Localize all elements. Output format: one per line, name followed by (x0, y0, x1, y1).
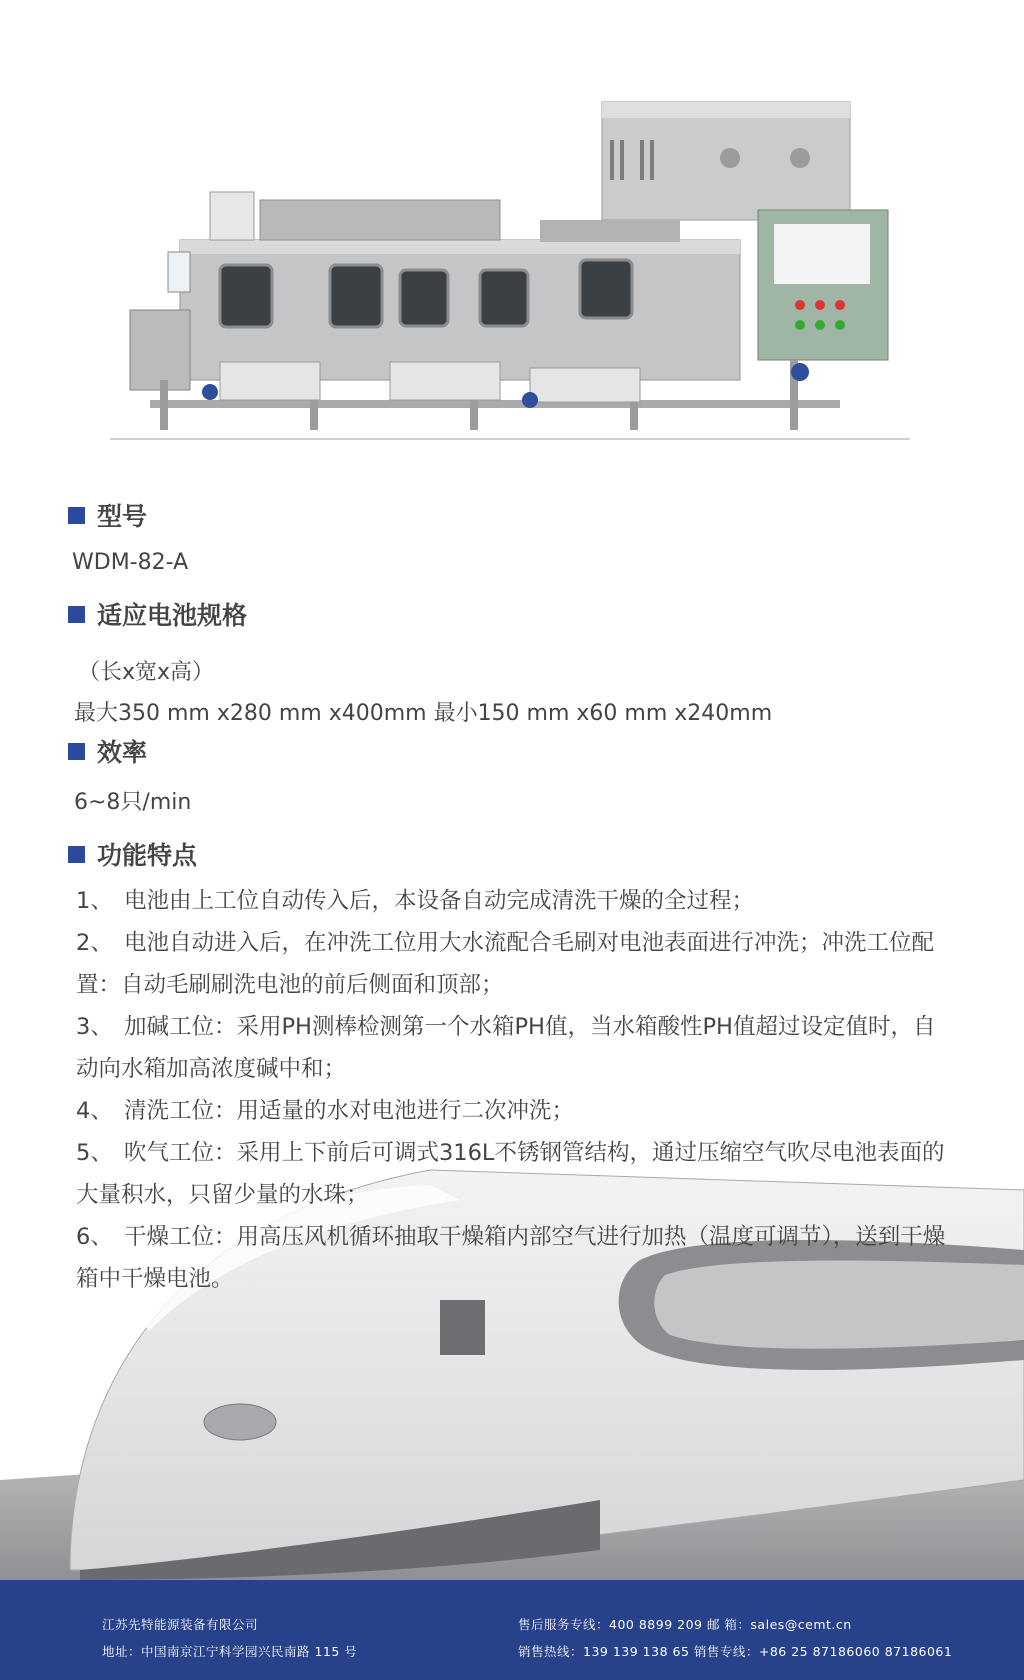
footer-service-contact: 售后服务专线：400 8899 209 邮 箱：sales@cemt.cn (518, 1617, 852, 1632)
features-list (76, 880, 956, 1300)
section-bullet (68, 606, 85, 623)
section-title: 型号 (97, 502, 148, 531)
battery-spec-value: 最大350 mm x280 mm x400mm 最小150 mm x60 mm x240mm (74, 701, 773, 726)
section-title: 适应电池规格 (97, 601, 248, 630)
section-title: 功能特点 (97, 841, 198, 870)
section-model-heading (68, 497, 147, 533)
feature-item: 1、 电池由上工位自动传入后，本设备自动完成清洗干燥的全过程； (76, 888, 754, 914)
section-features-heading (68, 836, 197, 872)
feature-item: 5、 吹气工位：采用上下前后可调式316L不锈钢管结构，通过压缩空气吹尽电池表面的大量积水，只留少量的水珠； (76, 1140, 945, 1208)
feature-item: 4、 清洗工位：用适量的水对电池进行二次冲洗； (76, 1098, 574, 1124)
footer-address: 地址：中国南京江宁科学园兴民南路 115 号 (102, 1644, 358, 1659)
feature-item: 2、 电池自动进入后，在冲洗工位用大水流配合毛刷对电池表面进行冲洗；冲洗工位配置：自动毛刷刷洗电池的前后侧面和顶部； (76, 930, 934, 998)
section-bullet (68, 743, 85, 760)
section-bullet (68, 507, 85, 524)
section-battery-spec-heading (68, 596, 247, 632)
section-bullet (68, 846, 85, 863)
product-image (110, 100, 910, 470)
battery-spec-note: （长x宽x高） (78, 660, 215, 685)
section-efficiency-heading (68, 733, 147, 769)
section-title: 效率 (97, 738, 148, 767)
feature-item: 6、 干燥工位：用高压风机循环抽取干燥箱内部空气进行加热（温度可调节），送到干燥箱中干燥电池。 (76, 1224, 946, 1292)
footer-sales-contact: 销售热线：139 139 138 65 销售专线：+86 25 87186060 87186061 (518, 1644, 953, 1659)
model-value: WDM-82-A (72, 550, 189, 575)
footer (0, 1580, 1024, 1680)
efficiency-value: 6~8只/min (74, 790, 192, 815)
footer-company: 江苏先特能源装备有限公司 (102, 1617, 259, 1632)
feature-item: 3、 加碱工位：采用PH测棒检测第一个水箱PH值，当水箱酸性PH值超过设定值时，自动向水箱加高浓度碱中和； (76, 1014, 936, 1082)
